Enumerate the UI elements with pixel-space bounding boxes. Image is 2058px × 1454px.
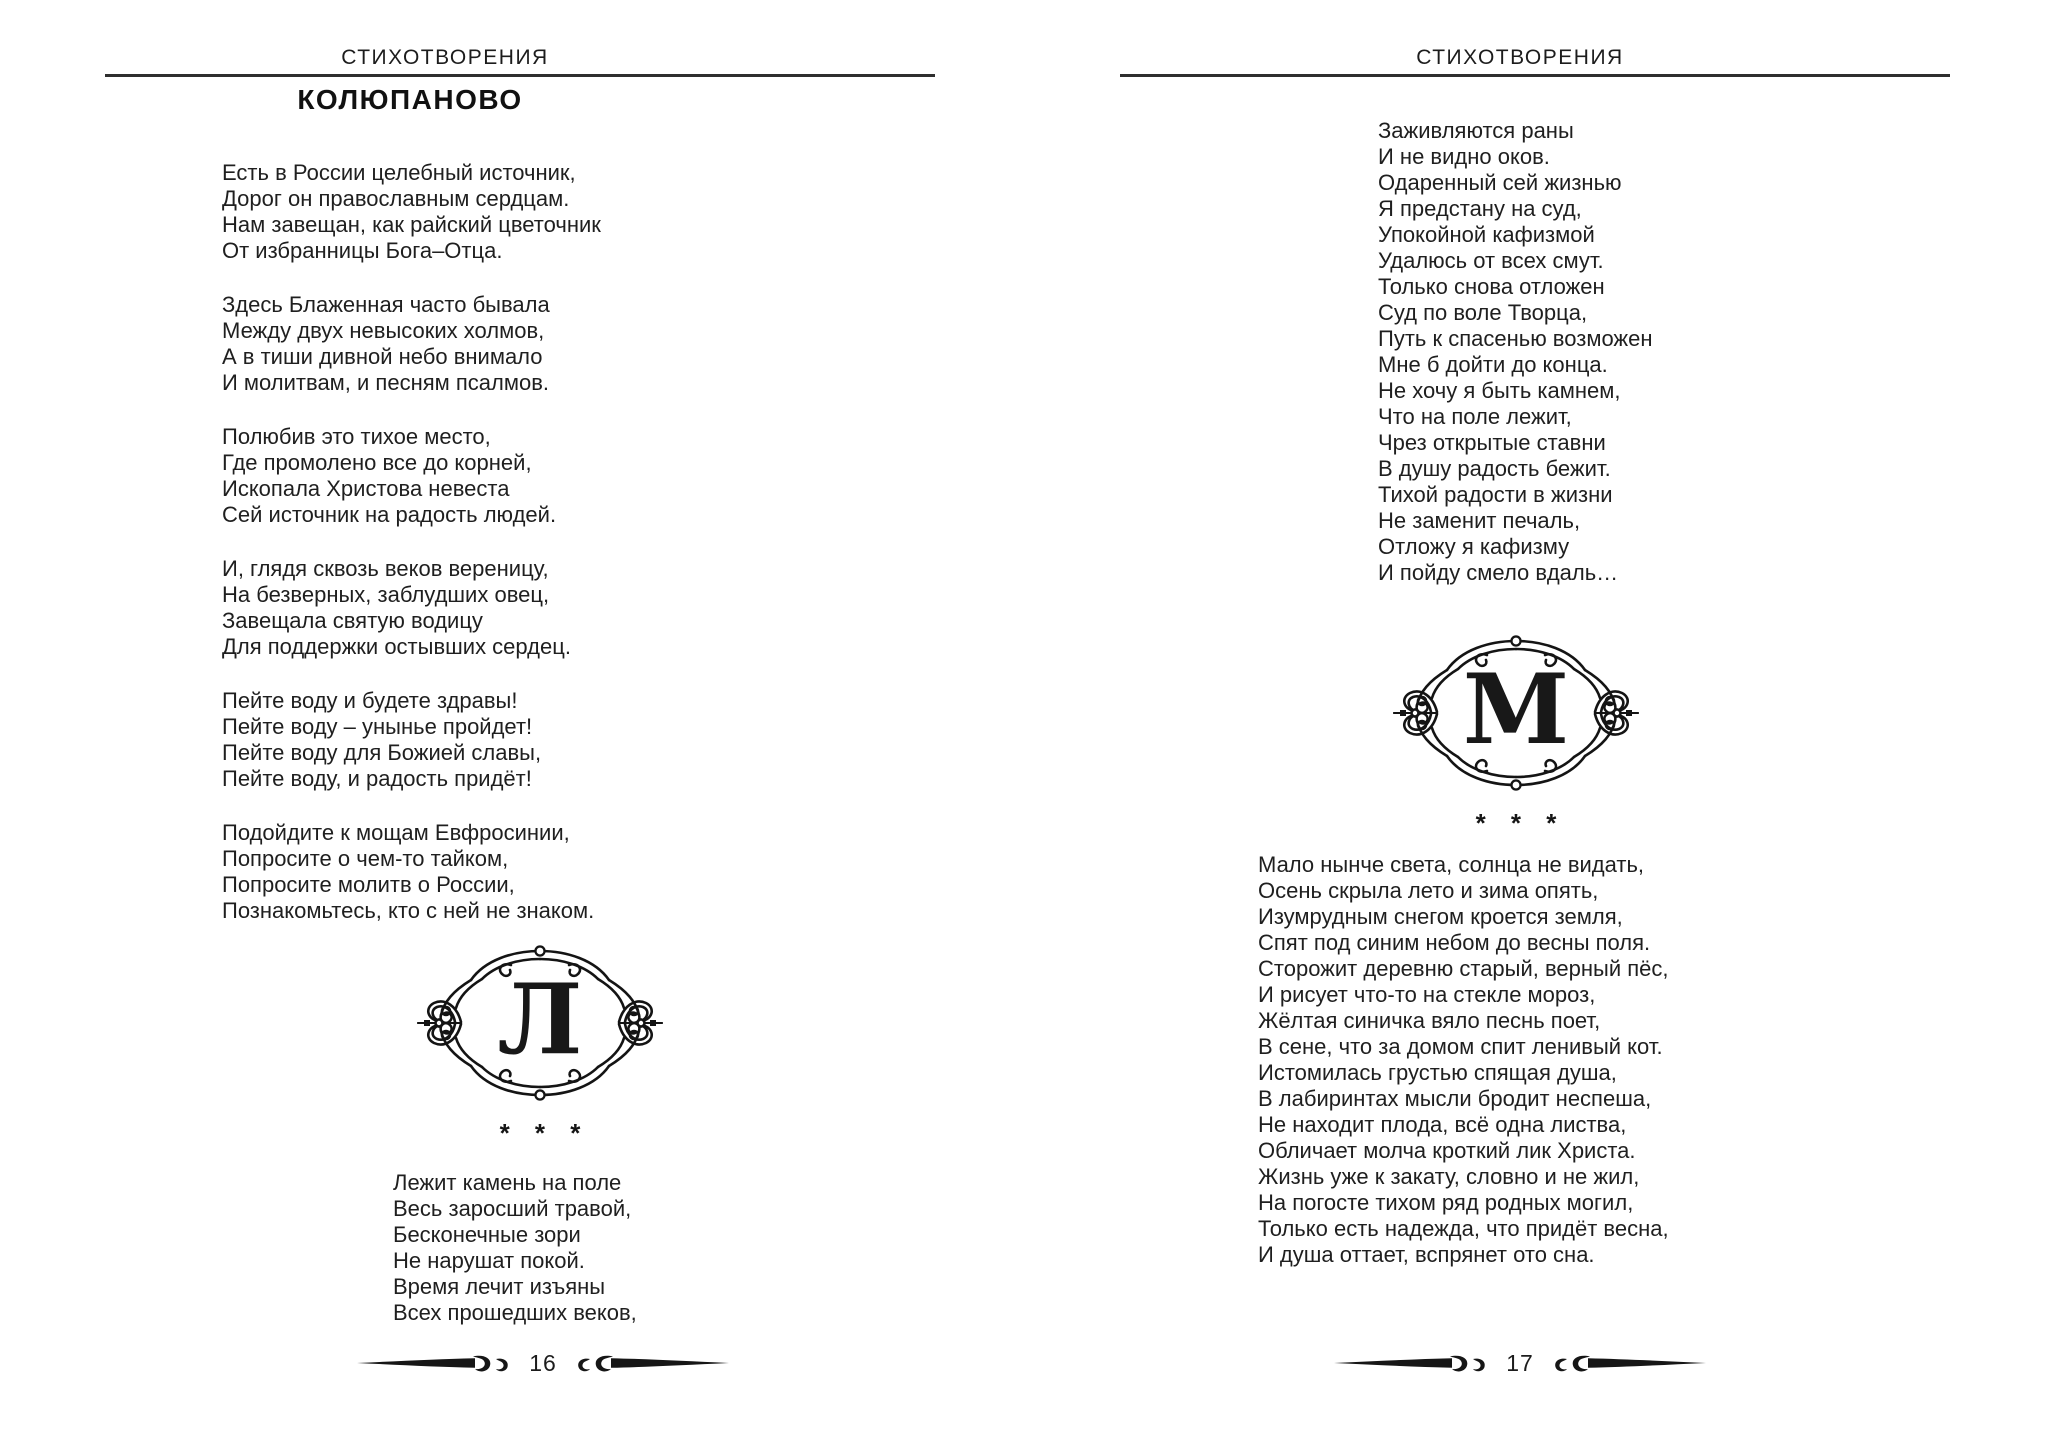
- poem-line: Жизнь уже к закату, словно и не жил,: [1258, 1164, 1640, 1189]
- poem-line: Отложу я кафизму: [1378, 534, 1570, 559]
- poem-line: Истомилась грустью спящая душа,: [1258, 1060, 1617, 1085]
- page-footer: [303, 1350, 783, 1376]
- poem-line: Только снова отложен: [1378, 274, 1605, 299]
- stanza: [222, 688, 601, 792]
- poem-line: От избранницы Бога–Отца.: [222, 238, 503, 263]
- poem-line: В душу радость бежит.: [1378, 456, 1611, 481]
- poem-line: Весь заросший травой,: [393, 1196, 632, 1221]
- footer-flourish-left-icon: [1332, 1353, 1492, 1373]
- poem-line: Время лечит изъяны: [393, 1274, 606, 1299]
- poem-line: Суд по воле Творца,: [1378, 300, 1588, 325]
- poem-line: В лабиринтах мысли бродит неспеша,: [1258, 1086, 1652, 1111]
- poem-line: Здесь Блаженная часто бывала: [222, 292, 550, 317]
- initial-letter-ornament: [415, 938, 665, 1108]
- poem-line: Чрез открытые ставни: [1378, 430, 1606, 455]
- poem-line: Только есть надежда, что придёт весна,: [1258, 1216, 1669, 1241]
- stanza: [222, 424, 601, 528]
- poem-line: Что на поле лежит,: [1378, 404, 1572, 429]
- poem-line: Сторожит деревню старый, верный пёс,: [1258, 956, 1669, 981]
- poem-line: Мало нынче света, солнца не видать,: [1258, 852, 1645, 877]
- initial-letter-ornament: [1391, 628, 1641, 798]
- stanza: [222, 292, 601, 396]
- poem-line: Жёлтая синичка вяло песнь поет,: [1258, 1008, 1601, 1033]
- ornament-letter: Л: [497, 963, 583, 1076]
- poem-line: Сей источник на радость людей.: [222, 502, 557, 527]
- header-rule: [105, 74, 935, 77]
- poem-line: Подойдите к мощам Евфросинии,: [222, 820, 570, 845]
- poem-line: Всех прошедших веков,: [393, 1300, 637, 1325]
- running-header: СТИХОТВОРЕНИЯ: [1416, 46, 1624, 69]
- poem-line: Есть в России целебный источник,: [222, 160, 576, 185]
- running-header: СТИХОТВОРЕНИЯ: [341, 46, 549, 69]
- footer-flourish-right-icon: [571, 1353, 731, 1373]
- page-footer: [1280, 1350, 1760, 1376]
- poem-line: Полюбив это тихое место,: [222, 424, 491, 449]
- asterisk-separator: * * *: [1475, 808, 1557, 838]
- ornament-letter: М: [1462, 653, 1570, 766]
- poem-line: И не видно оков.: [1378, 144, 1550, 169]
- poem-line: И пойду смело вдаль…: [1378, 560, 1619, 585]
- poem-line: Удалюсь от всех смут.: [1378, 248, 1604, 273]
- poem-line: Упокойной кафизмой: [1378, 222, 1595, 247]
- poem-line: Попросите молитв о России,: [222, 872, 515, 897]
- poem-line: На безверных, заблудших овец,: [222, 582, 550, 607]
- page-number: 16: [529, 1349, 557, 1376]
- poem-line: Дорог он православным сердцам.: [222, 186, 570, 211]
- header-rule: [1120, 74, 1950, 77]
- stanza: [222, 820, 601, 924]
- poem-line: И душа оттает, вспрянет ото сна.: [1258, 1242, 1595, 1267]
- untitled-poem: [393, 1170, 637, 1326]
- poem-line: Пейте воду для Божией славы,: [222, 740, 542, 765]
- footer-flourish-right-icon: [1548, 1353, 1708, 1373]
- stanza: [222, 160, 601, 264]
- poem-stanzas: [222, 160, 601, 952]
- poem-line: На погосте тихом ряд родных могил,: [1258, 1190, 1634, 1215]
- poem-line: Завещала святую водицу: [222, 608, 483, 633]
- poem-line: Спят под синим небом до весны поля.: [1258, 930, 1651, 955]
- poem-line: И, глядя сквозь веков вереницу,: [222, 556, 549, 581]
- poem-line: Не хочу я быть камнем,: [1378, 378, 1621, 403]
- page-number: 17: [1506, 1349, 1534, 1376]
- poem-title: КОЛЮПАНОВО: [297, 84, 523, 115]
- poem-line: И молитвам, и песням псалмов.: [222, 370, 550, 395]
- poem-line: Ископала Христова невеста: [222, 476, 510, 501]
- poem-line: Познакомьтесь, кто с ней не знаком.: [222, 898, 595, 923]
- poem-line: Пейте воду, и радость придёт!: [222, 766, 532, 791]
- asterisk-separator: * * *: [499, 1118, 581, 1148]
- poem-line: Не нарушат покой.: [393, 1248, 585, 1273]
- poem-line: Пейте воду – унынье пройдет!: [222, 714, 533, 739]
- poem-line: Мне б дойти до конца.: [1378, 352, 1608, 377]
- poem-line: Не находит плода, всё одна листва,: [1258, 1112, 1627, 1137]
- poem-line: Тихой радости в жизни: [1378, 482, 1613, 507]
- poem-line: В сене, что за домом спит ленивый кот.: [1258, 1034, 1663, 1059]
- stanza: [222, 556, 601, 660]
- poem-line: Пейте воду и будете здравы!: [222, 688, 518, 713]
- poem-continuation: [1378, 118, 1653, 586]
- poem-line: А в тиши дивной небо внимало: [222, 344, 543, 369]
- poem-line: Заживляются раны: [1378, 118, 1574, 143]
- poem-line: Я предстану на суд,: [1378, 196, 1582, 221]
- poem-line: Для поддержки остывших сердец.: [222, 634, 571, 659]
- poem-line: Осень скрыла лето и зима опять,: [1258, 878, 1599, 903]
- poem-line: Не заменит печаль,: [1378, 508, 1581, 533]
- poem-line: И рисует что-то на стекле мороз,: [1258, 982, 1596, 1007]
- untitled-poem: [1258, 852, 1669, 1268]
- poem-line: Изумрудным снегом кроется земля,: [1258, 904, 1623, 929]
- poem-line: Одаренный сей жизнью: [1378, 170, 1622, 195]
- poem-line: Путь к спасенью возможен: [1378, 326, 1653, 351]
- poem-line: Лежит камень на поле: [393, 1170, 622, 1195]
- poem-line: Обличает молча кроткий лик Христа.: [1258, 1138, 1636, 1163]
- poem-line: Бесконечные зори: [393, 1222, 581, 1247]
- poem-line: Где промолено все до корней,: [222, 450, 532, 475]
- poem-line: Нам завещан, как райский цветочник: [222, 212, 601, 237]
- poem-line: Попросите о чем-то тайком,: [222, 846, 509, 871]
- footer-flourish-left-icon: [355, 1353, 515, 1373]
- poem-line: Между двух невысоких холмов,: [222, 318, 545, 343]
